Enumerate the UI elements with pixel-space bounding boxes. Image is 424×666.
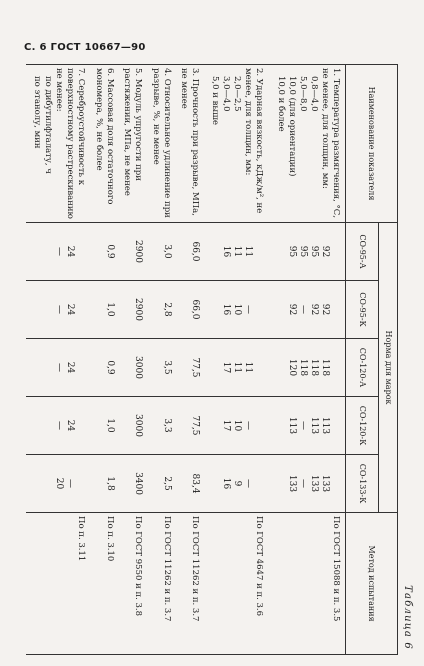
spacer [330, 284, 341, 335]
value-cell [269, 455, 346, 513]
value: — [298, 479, 308, 489]
row-name-cell [204, 65, 268, 223]
value-cell [176, 339, 204, 397]
value-cell [119, 281, 147, 339]
method-text: По ГОСТ 11262 и п. 3.7 [161, 516, 172, 622]
value-cell [147, 455, 175, 513]
value: 113 [320, 416, 330, 435]
value: 11 [243, 245, 254, 258]
row-sub-label: 10,0 (для ориентации) [287, 76, 297, 177]
row-sub-label: 2,0—2,5 [232, 76, 243, 112]
row-name: 1. Температура размягчения, °С, не менее, для толщин, мм: [320, 68, 341, 219]
table-row [176, 65, 204, 655]
value-cell [176, 223, 204, 281]
value: — [243, 305, 254, 314]
value-cell [91, 455, 119, 513]
method-cell [269, 513, 346, 655]
header-brand: СО-95-К [346, 281, 379, 339]
value: 10 [232, 419, 243, 432]
value: 24 [65, 361, 76, 374]
row-name-cell [91, 65, 119, 223]
value-cell [176, 397, 204, 455]
spacer [254, 458, 265, 509]
header-name: Наименование показателя [346, 65, 398, 223]
value: 11 [243, 361, 254, 374]
row-name: 5. Модуль упругости при растяжении, МПа, не менее [122, 68, 144, 196]
header-brand: СО-95-А [346, 223, 379, 281]
value: — [298, 305, 308, 314]
value-cell [91, 339, 119, 397]
row-name-cell [147, 65, 175, 223]
value-cell [269, 223, 346, 281]
value: 2900 [133, 298, 144, 321]
value-cell [204, 455, 268, 513]
value: 2,8 [161, 302, 172, 317]
value: — [54, 421, 65, 430]
page-header: С. 6 ГОСТ 10667—90 [24, 42, 146, 53]
method-cell [26, 513, 91, 655]
spacer [76, 226, 87, 277]
row-name-cell [119, 65, 147, 223]
value: 83,4 [190, 473, 201, 494]
value: 92 [320, 303, 330, 316]
method-cell [204, 513, 268, 655]
value-cell [269, 281, 346, 339]
value-cell [269, 339, 346, 397]
value: 77,5 [190, 415, 201, 436]
value: 10 [232, 303, 243, 316]
value: 1,8 [104, 476, 115, 491]
value: — [54, 305, 65, 314]
value: 1,0 [104, 302, 115, 317]
method-text: По п. 3.11 [76, 516, 87, 562]
method-text: По ГОСТ 15088 и п. 3.5 [331, 516, 341, 622]
value: 92 [309, 303, 319, 316]
spacer [330, 226, 341, 277]
header-method: Метод испытания [346, 513, 398, 655]
value: 133 [287, 474, 297, 493]
value: 3000 [133, 414, 144, 437]
table-row [269, 65, 346, 655]
row-name: 4. Относительное удлинение при разрыве, %, не менее [150, 68, 172, 218]
value: 2900 [133, 240, 144, 263]
method-text: По ГОСТ 9550 и п. 3.8 [133, 516, 144, 617]
value: 24 [65, 245, 76, 258]
value: 16 [221, 245, 232, 258]
value-cell [147, 339, 175, 397]
method-text: По ГОСТ 11262 и п. 3.7 [190, 516, 201, 622]
spacer [76, 284, 87, 335]
row-sub-label: по этанолу, мин [32, 76, 43, 149]
value-cell [204, 223, 268, 281]
value-cell [204, 397, 268, 455]
value-cell [26, 397, 91, 455]
table-row [26, 65, 91, 655]
value-cell [91, 223, 119, 281]
value-cell [119, 339, 147, 397]
value: 24 [65, 303, 76, 316]
spacer [254, 284, 265, 335]
value: 77,5 [190, 357, 201, 378]
value: — [65, 479, 76, 489]
table-body [26, 65, 346, 655]
value-cell [119, 455, 147, 513]
value: 3400 [133, 472, 144, 495]
value: 95 [287, 245, 297, 258]
row-sub-label: 5,0 и выше [210, 76, 221, 126]
spacer [76, 400, 87, 451]
value-cell [26, 223, 91, 281]
spacer [76, 458, 87, 509]
row-sub-label: 5,0—8,0 [298, 76, 308, 112]
value: 95 [309, 245, 319, 258]
value: — [54, 363, 65, 372]
value-cell [147, 281, 175, 339]
header-brand: СО-120-К [346, 397, 379, 455]
value: 16 [221, 303, 232, 316]
properties-table [26, 64, 398, 655]
value-cell [91, 281, 119, 339]
value-cell [204, 281, 268, 339]
table-row [119, 65, 147, 655]
value: 133 [320, 474, 330, 493]
value: 11 [232, 361, 243, 374]
row-sub-label: по дибутилфталату, ч [43, 76, 54, 174]
value-cell [176, 281, 204, 339]
value: 20 [54, 477, 65, 490]
value: 0,9 [104, 244, 115, 259]
value-cell [269, 397, 346, 455]
value: 95 [298, 245, 308, 258]
value: 118 [320, 358, 330, 377]
value: — [298, 421, 308, 430]
value: 0,9 [104, 360, 115, 375]
value: 113 [309, 416, 319, 435]
value: 133 [309, 474, 319, 493]
value-cell [26, 339, 91, 397]
row-name: 3. Прочность при разрыве, МПа, не менее [179, 68, 201, 216]
spacer [254, 226, 265, 277]
value: 3,3 [161, 418, 172, 433]
value-cell [91, 397, 119, 455]
value: 11 [232, 245, 243, 258]
value: 92 [320, 245, 330, 258]
table-row [91, 65, 119, 655]
value: 118 [309, 358, 319, 377]
row-name-cell [176, 65, 204, 223]
spacer [254, 342, 265, 393]
value: 2,5 [161, 476, 172, 491]
row-name-cell [269, 65, 346, 223]
value: 17 [221, 361, 232, 374]
value: 9 [232, 480, 243, 487]
row-sub-label: 0,8—4,0 [309, 76, 319, 112]
method-text: По п. 3.10 [104, 516, 115, 562]
row-sub-label: 3,0—4,0 [221, 76, 232, 112]
spacer [330, 400, 341, 451]
spacer [330, 342, 341, 393]
method-cell [176, 513, 204, 655]
table-row [204, 65, 268, 655]
value-cell [26, 281, 91, 339]
row-sub-label: 10,0 и более [276, 76, 286, 132]
spacer [76, 342, 87, 393]
value: — [243, 479, 254, 489]
value: 3000 [133, 356, 144, 379]
value: 1,0 [104, 418, 115, 433]
table-row [147, 65, 175, 655]
method-cell [119, 513, 147, 655]
value: — [54, 247, 65, 256]
value: 3,0 [161, 244, 172, 259]
value: 17 [221, 419, 232, 432]
spacer [254, 400, 265, 451]
header-group: Норма для марок [379, 223, 398, 513]
value-cell [204, 339, 268, 397]
value-cell [26, 455, 91, 513]
value: 24 [65, 419, 76, 432]
value-cell [119, 223, 147, 281]
method-text: По ГОСТ 4647 и п. 3.6 [254, 516, 265, 617]
row-name-cell [26, 65, 91, 223]
row-name: 7. Сереброустойчивость к поверхностному растрескиванию не менее: [54, 68, 87, 219]
value-cell [147, 223, 175, 281]
method-cell [147, 513, 175, 655]
value: 66,0 [190, 299, 201, 320]
value: 16 [221, 477, 232, 490]
row-name: 2. Ударная вязкость, кДж/м², не менее, для толщин, мм: [243, 68, 265, 214]
header-brand: СО-133-К [346, 455, 379, 513]
value: — [243, 421, 254, 430]
table-caption: Таблица 6 [402, 585, 413, 650]
value-cell [147, 397, 175, 455]
value: 3,5 [161, 360, 172, 375]
value: 120 [287, 358, 297, 377]
row-name: 6. Массовая доля остаточного мономера, %, не более [93, 68, 115, 205]
value: 66,0 [190, 241, 201, 262]
value-cell [176, 455, 204, 513]
value: 113 [287, 416, 297, 435]
value: 118 [298, 358, 308, 377]
header-brand: СО-120-А [346, 339, 379, 397]
method-cell [91, 513, 119, 655]
value: 92 [287, 303, 297, 316]
rotated-table-sheet [24, 64, 414, 654]
value-cell [119, 397, 147, 455]
spacer [330, 458, 341, 509]
